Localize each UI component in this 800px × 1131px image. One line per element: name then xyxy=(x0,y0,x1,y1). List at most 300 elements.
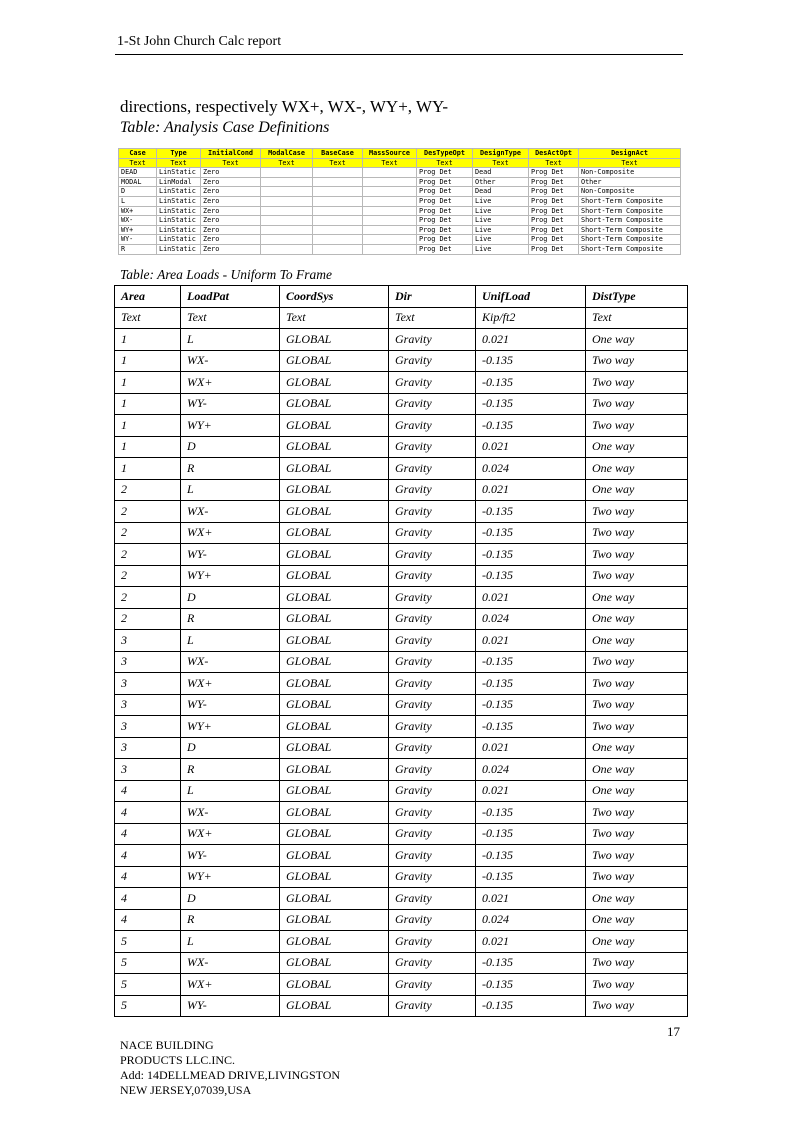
table-cell: 1 xyxy=(115,329,181,351)
table-cell: 5 xyxy=(115,952,181,974)
table-cell: WY+ xyxy=(181,716,280,738)
table-cell: GLOBAL xyxy=(280,630,389,652)
table-cell: 3 xyxy=(115,716,181,738)
page-number: 17 xyxy=(667,1024,680,1039)
table-cell: Live xyxy=(473,244,529,254)
table-cell: Two way xyxy=(586,565,688,587)
table-cell xyxy=(363,216,417,226)
header-cell: DistType xyxy=(586,286,688,308)
header-cell: InitialCond xyxy=(201,149,261,159)
table-cell: Gravity xyxy=(389,866,476,888)
table-cell: 0.021 xyxy=(476,888,586,910)
table-cell: Zero xyxy=(201,244,261,254)
table-cell: Gravity xyxy=(389,544,476,566)
units-cell: Text xyxy=(157,158,201,168)
table-cell: Gravity xyxy=(389,716,476,738)
table-cell: L xyxy=(181,630,280,652)
table-cell: Prog Det xyxy=(417,168,473,178)
header-cell: DesignAct xyxy=(579,149,681,159)
table-cell: GLOBAL xyxy=(280,716,389,738)
header-row xyxy=(115,286,688,308)
table-cell: Live xyxy=(473,225,529,235)
table-cell xyxy=(313,187,363,197)
table-cell: One way xyxy=(586,780,688,802)
table-cell: GLOBAL xyxy=(280,565,389,587)
header-cell: CoordSys xyxy=(280,286,389,308)
table-cell: Short-Term Composite xyxy=(579,196,681,206)
table-cell: Gravity xyxy=(389,995,476,1017)
table-cell: Gravity xyxy=(389,845,476,867)
table-cell: WX- xyxy=(119,216,157,226)
table-row xyxy=(115,974,688,996)
table-cell: -0.135 xyxy=(476,845,586,867)
table-row xyxy=(115,909,688,931)
table-cell: WX- xyxy=(181,350,280,372)
table-cell: GLOBAL xyxy=(280,995,389,1017)
table-cell: 5 xyxy=(115,995,181,1017)
table-cell: Prog Det xyxy=(529,168,579,178)
table-cell: WX- xyxy=(181,651,280,673)
table-cell xyxy=(261,168,313,178)
table-cell: Dead xyxy=(473,187,529,197)
table-row xyxy=(119,187,681,197)
table-cell: Two way xyxy=(586,544,688,566)
table-cell: Gravity xyxy=(389,802,476,824)
table-cell xyxy=(313,196,363,206)
table-cell: Gravity xyxy=(389,823,476,845)
header-cell: DesActOpt xyxy=(529,149,579,159)
table-cell: GLOBAL xyxy=(280,823,389,845)
table-row xyxy=(115,415,688,437)
table-cell: WY+ xyxy=(119,225,157,235)
table-cell: GLOBAL xyxy=(280,501,389,523)
units-cell: Text xyxy=(473,158,529,168)
table-cell: Short-Term Composite xyxy=(579,235,681,245)
table-cell: Two way xyxy=(586,651,688,673)
table-cell: 0.024 xyxy=(476,608,586,630)
table-cell: GLOBAL xyxy=(280,587,389,609)
table-cell: 3 xyxy=(115,737,181,759)
table-cell xyxy=(363,168,417,178)
table-cell: 2 xyxy=(115,522,181,544)
table-cell: Gravity xyxy=(389,651,476,673)
table-cell xyxy=(261,206,313,216)
table-cell: 3 xyxy=(115,673,181,695)
table-cell: Two way xyxy=(586,372,688,394)
table-cell: LinStatic xyxy=(157,235,201,245)
table-cell: One way xyxy=(586,458,688,480)
table-cell: 1 xyxy=(115,436,181,458)
units-cell: Text xyxy=(181,307,280,329)
header-cell: MassSource xyxy=(363,149,417,159)
table-row xyxy=(115,952,688,974)
table-cell: L xyxy=(119,196,157,206)
table-cell: Zero xyxy=(201,235,261,245)
table-row xyxy=(115,802,688,824)
table-cell: -0.135 xyxy=(476,501,586,523)
table-cell: One way xyxy=(586,479,688,501)
table-cell: Gravity xyxy=(389,909,476,931)
table-cell: Prog Det xyxy=(529,244,579,254)
table-cell: Two way xyxy=(586,415,688,437)
table-cell: Gravity xyxy=(389,436,476,458)
table-cell: -0.135 xyxy=(476,866,586,888)
table-cell: Gravity xyxy=(389,458,476,480)
table-row xyxy=(115,866,688,888)
table-cell: Prog Det xyxy=(417,216,473,226)
table-cell: -0.135 xyxy=(476,522,586,544)
table-cell: -0.135 xyxy=(476,716,586,738)
table-cell: 2 xyxy=(115,608,181,630)
table-cell: WX+ xyxy=(181,823,280,845)
table-cell xyxy=(363,187,417,197)
table-cell: -0.135 xyxy=(476,415,586,437)
table-row xyxy=(119,168,681,178)
table-cell: WY- xyxy=(181,544,280,566)
table-cell: -0.135 xyxy=(476,694,586,716)
footer-address xyxy=(120,1038,340,1098)
table-row xyxy=(119,206,681,216)
table-row xyxy=(119,177,681,187)
table-row xyxy=(115,479,688,501)
table-cell: GLOBAL xyxy=(280,329,389,351)
footer-line: PRODUCTS LLC.INC. xyxy=(120,1053,236,1067)
table-cell: Zero xyxy=(201,168,261,178)
table-cell: Two way xyxy=(586,522,688,544)
table-row xyxy=(115,608,688,630)
table-cell: Prog Det xyxy=(529,187,579,197)
units-cell: Text xyxy=(389,307,476,329)
table-cell: L xyxy=(181,329,280,351)
table-cell: 0.021 xyxy=(476,780,586,802)
table-cell: 4 xyxy=(115,909,181,931)
table-cell: Gravity xyxy=(389,565,476,587)
table-cell: 0.021 xyxy=(476,329,586,351)
table-cell xyxy=(313,177,363,187)
table-cell: Prog Det xyxy=(529,196,579,206)
table-cell: Prog Det xyxy=(417,235,473,245)
header-cell: UnifLoad xyxy=(476,286,586,308)
table-cell: GLOBAL xyxy=(280,415,389,437)
table-cell xyxy=(261,244,313,254)
table-row xyxy=(115,501,688,523)
table-row xyxy=(115,673,688,695)
table-cell: R xyxy=(119,244,157,254)
table-cell: 0.024 xyxy=(476,458,586,480)
table-row xyxy=(115,436,688,458)
table-cell: Gravity xyxy=(389,931,476,953)
table-cell: D xyxy=(181,587,280,609)
units-row xyxy=(119,158,681,168)
table-cell: Zero xyxy=(201,177,261,187)
header-cell: BaseCase xyxy=(313,149,363,159)
table-cell: 2 xyxy=(115,501,181,523)
table-cell: -0.135 xyxy=(476,565,586,587)
units-cell: Text xyxy=(586,307,688,329)
table-cell: GLOBAL xyxy=(280,694,389,716)
table-cell: Two way xyxy=(586,952,688,974)
table-cell: GLOBAL xyxy=(280,522,389,544)
table-row xyxy=(119,225,681,235)
table-cell: D xyxy=(181,737,280,759)
table-cell: WY- xyxy=(181,845,280,867)
table-cell: 0.021 xyxy=(476,436,586,458)
table-cell: WY+ xyxy=(181,866,280,888)
table-cell: 0.024 xyxy=(476,909,586,931)
table-cell: GLOBAL xyxy=(280,974,389,996)
header-cell: LoadPat xyxy=(181,286,280,308)
table-cell: Gravity xyxy=(389,952,476,974)
table-cell: Two way xyxy=(586,845,688,867)
table-cell: Other xyxy=(579,177,681,187)
table-cell: GLOBAL xyxy=(280,737,389,759)
table-cell: L xyxy=(181,780,280,802)
table-row xyxy=(115,630,688,652)
intro-text: directions, respectively WX+, WX-, WY+, WY- xyxy=(120,97,449,116)
table-cell: Gravity xyxy=(389,522,476,544)
table-row xyxy=(115,522,688,544)
table-cell xyxy=(363,177,417,187)
table-cell: GLOBAL xyxy=(280,759,389,781)
header-row xyxy=(119,149,681,159)
table-cell xyxy=(261,225,313,235)
table-cell: -0.135 xyxy=(476,544,586,566)
table-cell: WY- xyxy=(181,694,280,716)
table-cell: MODAL xyxy=(119,177,157,187)
units-cell: Text xyxy=(529,158,579,168)
table-cell: 0.021 xyxy=(476,737,586,759)
table-cell: 3 xyxy=(115,694,181,716)
table-cell: GLOBAL xyxy=(280,393,389,415)
table-row xyxy=(115,845,688,867)
table-row xyxy=(115,350,688,372)
table-cell: -0.135 xyxy=(476,673,586,695)
table-cell: GLOBAL xyxy=(280,544,389,566)
table-cell: Gravity xyxy=(389,780,476,802)
table-cell xyxy=(261,177,313,187)
table-row xyxy=(115,587,688,609)
table-cell: Zero xyxy=(201,216,261,226)
table-cell: Prog Det xyxy=(529,216,579,226)
table-cell: Two way xyxy=(586,393,688,415)
table-cell: Prog Det xyxy=(529,177,579,187)
table-cell xyxy=(363,206,417,216)
table-cell: Two way xyxy=(586,694,688,716)
page-header-title: 1-St John Church Calc report xyxy=(117,34,282,49)
table-cell: Gravity xyxy=(389,329,476,351)
table-cell: Prog Det xyxy=(417,206,473,216)
table-cell: 5 xyxy=(115,931,181,953)
units-cell: Kip/ft2 xyxy=(476,307,586,329)
table-cell: R xyxy=(181,909,280,931)
table-cell xyxy=(261,187,313,197)
table-cell: Gravity xyxy=(389,587,476,609)
table-row xyxy=(119,196,681,206)
table-cell: GLOBAL xyxy=(280,651,389,673)
table-cell: 2 xyxy=(115,479,181,501)
table-cell: GLOBAL xyxy=(280,888,389,910)
table-cell xyxy=(363,235,417,245)
table-cell: One way xyxy=(586,436,688,458)
table-cell: Gravity xyxy=(389,415,476,437)
table-cell: WX+ xyxy=(181,673,280,695)
table-cell: Gravity xyxy=(389,350,476,372)
table-cell: GLOBAL xyxy=(280,866,389,888)
table-row xyxy=(115,565,688,587)
table-cell: WY+ xyxy=(181,415,280,437)
table-cell: Short-Term Composite xyxy=(579,225,681,235)
table-cell: WX+ xyxy=(181,522,280,544)
table-cell: D xyxy=(119,187,157,197)
table-row xyxy=(115,780,688,802)
table-cell: GLOBAL xyxy=(280,909,389,931)
table-cell: 0.021 xyxy=(476,587,586,609)
table-cell xyxy=(313,168,363,178)
table-cell xyxy=(313,244,363,254)
table-cell: LinStatic xyxy=(157,244,201,254)
table-cell: Gravity xyxy=(389,673,476,695)
table-cell: -0.135 xyxy=(476,393,586,415)
units-cell: Text xyxy=(261,158,313,168)
table-cell: LinStatic xyxy=(157,196,201,206)
table-cell: 0.024 xyxy=(476,759,586,781)
table-cell: One way xyxy=(586,587,688,609)
units-cell: Text xyxy=(201,158,261,168)
table-cell: Prog Det xyxy=(529,235,579,245)
table-cell: R xyxy=(181,759,280,781)
table-cell: 4 xyxy=(115,780,181,802)
table-row xyxy=(115,716,688,738)
table-cell: Two way xyxy=(586,716,688,738)
header-rule xyxy=(115,54,683,55)
table-cell: 4 xyxy=(115,845,181,867)
table-cell: Gravity xyxy=(389,501,476,523)
header-cell: Case xyxy=(119,149,157,159)
table-cell: 2 xyxy=(115,587,181,609)
table-cell: Gravity xyxy=(389,888,476,910)
table-cell: One way xyxy=(586,759,688,781)
table-cell: -0.135 xyxy=(476,802,586,824)
footer-line: NEW JERSEY,07039,USA xyxy=(120,1083,252,1097)
table-row xyxy=(119,216,681,226)
table-cell: Live xyxy=(473,196,529,206)
table-cell: Zero xyxy=(201,187,261,197)
table-cell: GLOBAL xyxy=(280,952,389,974)
table-cell: GLOBAL xyxy=(280,802,389,824)
table-cell xyxy=(261,235,313,245)
table-cell: Gravity xyxy=(389,393,476,415)
analysis-case-table xyxy=(118,148,681,255)
units-cell: Text xyxy=(313,158,363,168)
table-cell: -0.135 xyxy=(476,651,586,673)
table-cell: One way xyxy=(586,737,688,759)
table-cell: -0.135 xyxy=(476,974,586,996)
header-cell: DesTypeOpt xyxy=(417,149,473,159)
table-cell: Short-Term Composite xyxy=(579,244,681,254)
table-cell: Two way xyxy=(586,501,688,523)
table-cell xyxy=(313,235,363,245)
table-cell xyxy=(363,196,417,206)
table-cell: WX+ xyxy=(181,372,280,394)
table-cell: 1 xyxy=(115,458,181,480)
table-cell: 1 xyxy=(115,415,181,437)
table-cell xyxy=(313,216,363,226)
table-cell: LinStatic xyxy=(157,206,201,216)
table-cell: R xyxy=(181,608,280,630)
table-cell: LinStatic xyxy=(157,216,201,226)
table-row xyxy=(115,931,688,953)
table-cell: Zero xyxy=(201,225,261,235)
header-cell: DesignType xyxy=(473,149,529,159)
table-cell xyxy=(261,196,313,206)
footer-line: NACE BUILDING xyxy=(120,1038,214,1052)
table-cell: Two way xyxy=(586,974,688,996)
table-cell: WX- xyxy=(181,501,280,523)
table-cell: L xyxy=(181,931,280,953)
table-cell: One way xyxy=(586,608,688,630)
header-cell: ModalCase xyxy=(261,149,313,159)
table-cell: Live xyxy=(473,206,529,216)
table-cell: 1 xyxy=(115,372,181,394)
table-cell: 0.021 xyxy=(476,479,586,501)
table-cell: Non-Composite xyxy=(579,168,681,178)
table-cell: GLOBAL xyxy=(280,608,389,630)
table-cell: 4 xyxy=(115,888,181,910)
table-cell: One way xyxy=(586,630,688,652)
table-cell: 0.021 xyxy=(476,630,586,652)
table-cell: 2 xyxy=(115,544,181,566)
table-row xyxy=(119,235,681,245)
table-cell: 0.021 xyxy=(476,931,586,953)
table-cell: Two way xyxy=(586,673,688,695)
table-cell: WX+ xyxy=(119,206,157,216)
units-cell: Text xyxy=(115,307,181,329)
table-cell xyxy=(313,225,363,235)
table-cell: R xyxy=(181,458,280,480)
table-cell: 4 xyxy=(115,823,181,845)
units-cell: Text xyxy=(280,307,389,329)
table-cell: Live xyxy=(473,235,529,245)
table-cell: Other xyxy=(473,177,529,187)
table-cell: GLOBAL xyxy=(280,458,389,480)
table-cell: LinStatic xyxy=(157,168,201,178)
table-cell: Prog Det xyxy=(417,244,473,254)
table-row xyxy=(115,651,688,673)
table-cell: WY- xyxy=(181,995,280,1017)
table-cell: LinStatic xyxy=(157,225,201,235)
table-cell xyxy=(261,216,313,226)
table-cell: Two way xyxy=(586,995,688,1017)
table-cell: 3 xyxy=(115,630,181,652)
table-cell: 3 xyxy=(115,651,181,673)
header-cell: Area xyxy=(115,286,181,308)
table-cell: Live xyxy=(473,216,529,226)
table-cell: Gravity xyxy=(389,608,476,630)
table-cell: One way xyxy=(586,888,688,910)
table-row xyxy=(115,458,688,480)
table-cell: 3 xyxy=(115,759,181,781)
table-cell: D xyxy=(181,888,280,910)
table-cell: Two way xyxy=(586,802,688,824)
table-row xyxy=(115,737,688,759)
table-cell: GLOBAL xyxy=(280,372,389,394)
table-row xyxy=(119,244,681,254)
table-cell: WY- xyxy=(181,393,280,415)
table-cell: Gravity xyxy=(389,974,476,996)
table-cell: Non-Composite xyxy=(579,187,681,197)
table-cell: WX+ xyxy=(181,974,280,996)
table-row xyxy=(115,995,688,1017)
